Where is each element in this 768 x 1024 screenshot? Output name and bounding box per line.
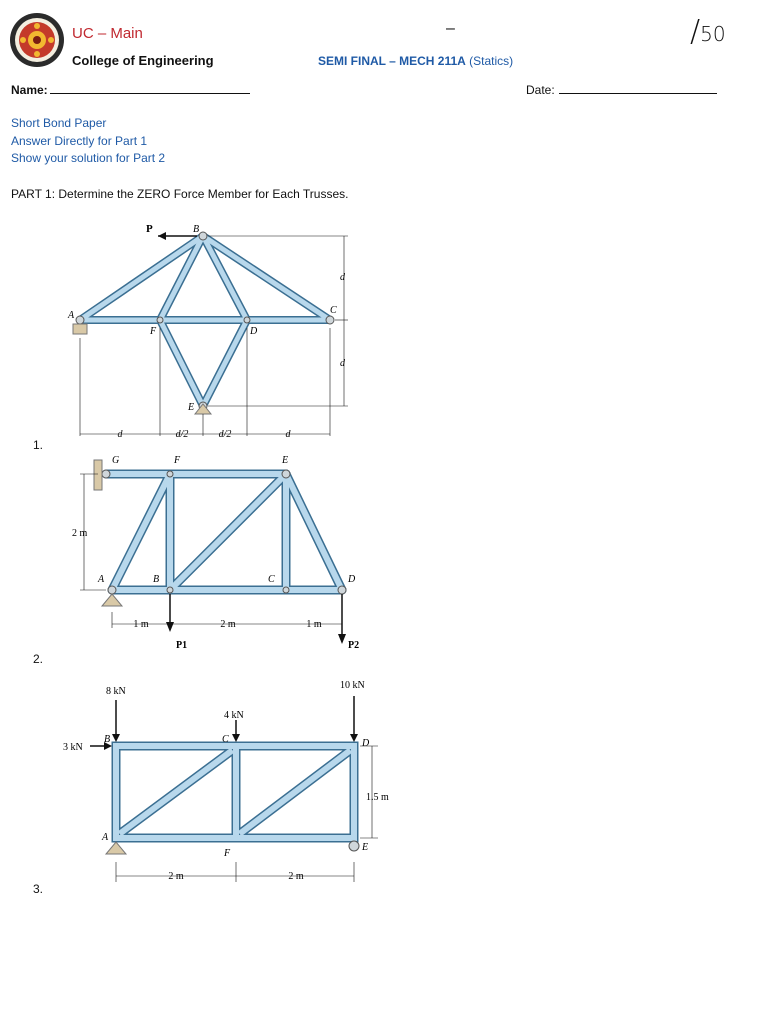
svg-text:2 m: 2 m <box>168 871 184 882</box>
svg-text:P: P <box>146 223 153 235</box>
svg-text:F: F <box>174 455 181 466</box>
svg-text:3 kN: 3 kN <box>63 742 83 753</box>
svg-text:D: D <box>362 738 370 749</box>
svg-text:1 m: 1 m <box>133 619 149 630</box>
svg-text:P2: P2 <box>348 640 360 651</box>
problem-number: 1. <box>33 438 44 452</box>
svg-text:E: E <box>282 455 289 466</box>
svg-text:B: B <box>193 224 200 235</box>
svg-text:A: A <box>68 310 75 321</box>
svg-text:B: B <box>153 574 160 585</box>
svg-text:A: A <box>98 574 105 585</box>
part1-title: PART 1: Determine the ZERO Force Member for Each Trusses. <box>11 187 349 201</box>
svg-text:C: C <box>330 305 337 316</box>
exam-title: SEMI FINAL – MECH 211A (Statics) <box>318 54 514 68</box>
svg-text:d: d <box>285 429 291 440</box>
problem-number: 2. <box>33 652 44 666</box>
instruction-line: Short Bond Paper <box>11 116 107 130</box>
truss-figure-2 <box>50 452 370 658</box>
instruction-line: Show your solution for Part 2 <box>11 151 166 165</box>
svg-text:F: F <box>150 326 157 337</box>
svg-text:F: F <box>224 848 231 859</box>
svg-text:2 m: 2 m <box>220 619 236 630</box>
svg-text:10 kN: 10 kN <box>340 680 365 691</box>
svg-text:2 m: 2 m <box>72 528 88 539</box>
svg-text:d: d <box>340 358 345 369</box>
date-field[interactable]: Date: <box>526 82 717 97</box>
campus-name: UC – Main <box>72 25 143 42</box>
svg-text:E: E <box>362 842 369 853</box>
svg-text:A: A <box>102 832 109 843</box>
svg-text:d: d <box>117 429 123 440</box>
svg-text:1 m: 1 m <box>306 619 322 630</box>
instruction-line: Answer Directly for Part 1 <box>11 134 148 148</box>
svg-text:P1: P1 <box>176 640 188 651</box>
svg-text:B: B <box>104 734 111 745</box>
header-dash: – <box>446 20 455 37</box>
svg-text:C: C <box>222 734 229 745</box>
name-field[interactable]: Name: <box>11 82 250 97</box>
svg-text:E: E <box>188 402 195 413</box>
svg-text:4 kN: 4 kN <box>224 710 244 721</box>
svg-text:D: D <box>250 326 258 337</box>
score-total: /50 <box>690 14 726 49</box>
college-name: College of Engineering <box>72 53 214 68</box>
svg-text:C: C <box>268 574 275 585</box>
problem-number: 3. <box>33 882 44 896</box>
svg-text:d: d <box>340 272 345 283</box>
svg-text:8 kN: 8 kN <box>106 686 126 697</box>
svg-text:d/2: d/2 <box>218 429 232 440</box>
svg-text:d/2: d/2 <box>175 429 189 440</box>
svg-text:2 m: 2 m <box>288 871 304 882</box>
university-seal-icon <box>9 12 65 68</box>
svg-text:D: D <box>348 574 356 585</box>
truss-figure-3 <box>50 676 390 888</box>
svg-text:G: G <box>112 455 120 466</box>
svg-text:1.5 m: 1.5 m <box>366 792 389 803</box>
truss-figure-1 <box>50 218 370 450</box>
